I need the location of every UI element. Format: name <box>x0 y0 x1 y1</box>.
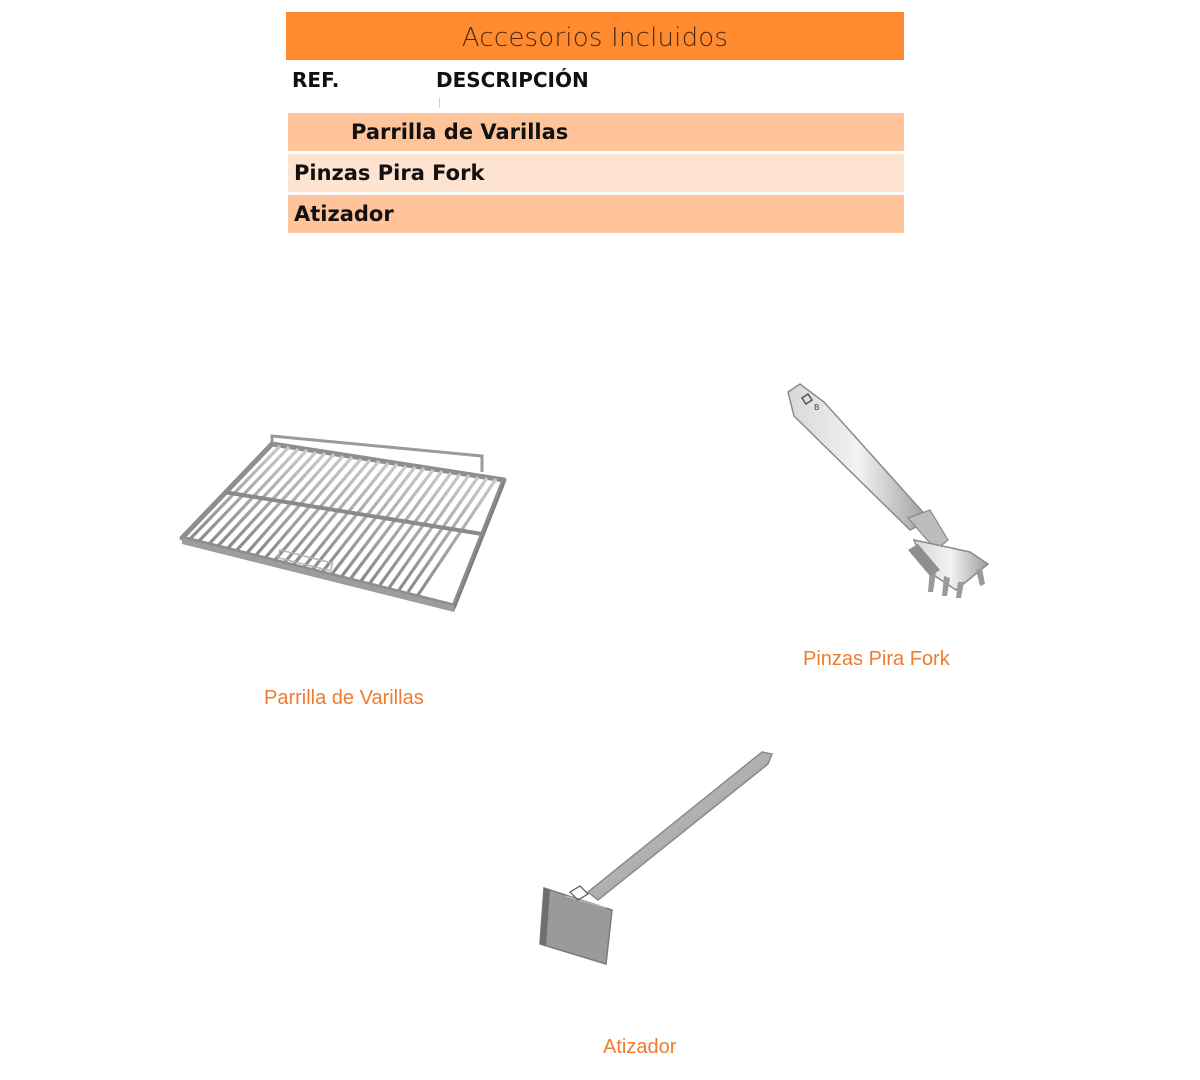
table-rows <box>288 113 904 233</box>
column-header-description: DESCRIPCIÓN <box>436 68 589 92</box>
product-caption: Pinzas Pira Fork <box>803 648 950 670</box>
svg-text:B: B <box>814 403 820 412</box>
table-row: Atizador <box>288 195 904 233</box>
table-row: Parrilla de Varillas <box>288 113 904 151</box>
table-row: Pinzas Pira Fork <box>288 154 904 192</box>
column-header-ref: REF. <box>292 68 340 92</box>
product-caption: Atizador <box>603 1036 677 1058</box>
accessories-table <box>286 12 904 236</box>
poker-icon <box>536 746 780 972</box>
table-title: Accesorios Incluidos <box>286 12 904 60</box>
column-headers <box>286 60 904 110</box>
column-divider <box>439 98 440 108</box>
grill-grate-icon <box>176 428 512 618</box>
tongs-icon <box>780 380 996 598</box>
product-caption: Parrilla de Varillas <box>264 687 424 709</box>
